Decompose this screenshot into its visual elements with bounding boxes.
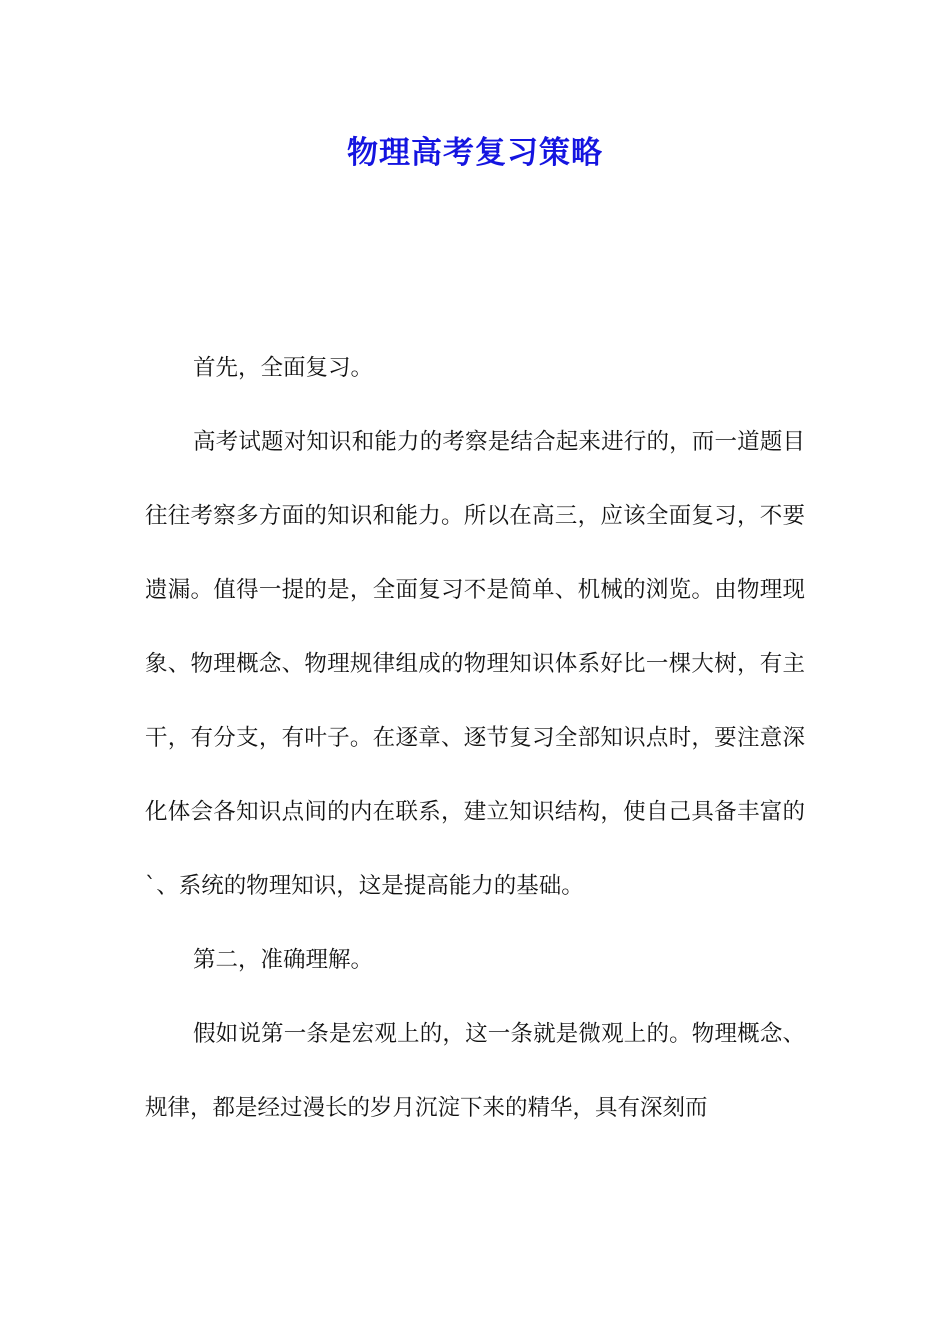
- paragraph-accurate-understanding: 假如说第一条是宏观上的，这一条就是微观上的。物理概念、规律，都是经过漫长的岁月沉淀下来的精华，具有深刻而: [145, 1021, 805, 1121]
- document-title: 物理高考复习策略: [347, 135, 603, 171]
- paragraph-second-heading: 第二，准确理解。: [193, 947, 374, 973]
- document-body: [145, 331, 805, 1145]
- paragraph-comprehensive-review: 高考试题对知识和能力的考察是结合起来进行的，而一道题目往往考察多方面的知识和能力。所以在高三，应该全面复习，不要遗漏。值得一提的是，全面复习不是简单、机械的浏览。由物理现象、物理概念、物理规律组成的物理知识体系好比一棵大树，有主干，有分支，有叶子。在逐章、逐节复习全部知识点时，要注意深化体会各知识点间的内在联系，建立知识结构，使自己具备丰富的`、系统的物理知识，这是提高能力的基础。: [145, 429, 805, 899]
- paragraph-first-heading: 首先，全面复习。: [193, 355, 374, 381]
